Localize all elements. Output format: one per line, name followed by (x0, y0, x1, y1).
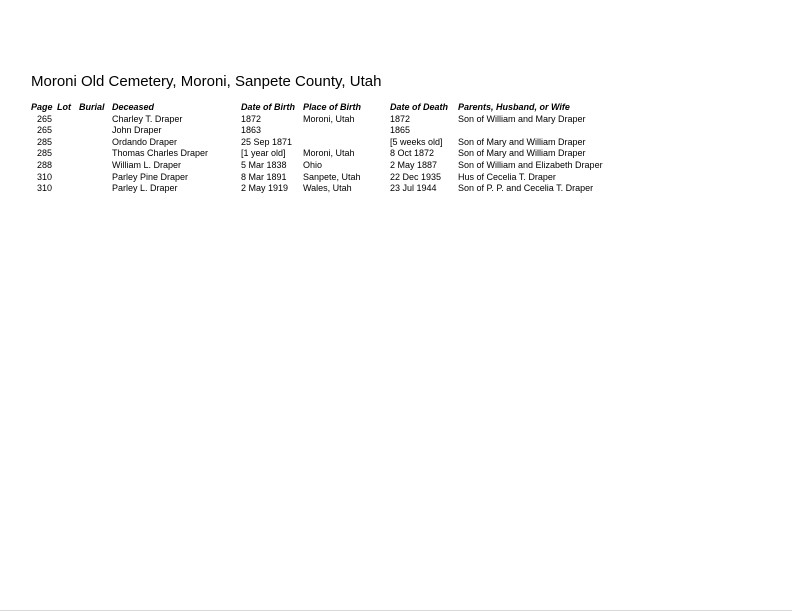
cell-place-of-birth: Moroni, Utah (303, 148, 355, 159)
cell-parents: Son of Mary and William Draper (458, 148, 586, 159)
cell-parents: Son of P. P. and Cecelia T. Draper (458, 183, 594, 194)
table-row (31, 114, 651, 126)
cell-place-of-birth: Ohio (303, 159, 323, 170)
cell-deceased: Thomas Charles Draper (112, 148, 209, 159)
cell-deceased: Parley L. Draper (112, 183, 178, 194)
cell-date-of-birth: 5 Mar 1838 (241, 159, 287, 170)
table-row (31, 160, 651, 172)
cell-date-of-birth: 2 May 1919 (241, 183, 289, 194)
cell-date-of-death: [5 weeks old] (390, 136, 443, 147)
cell-page: 265 (37, 113, 53, 124)
header-burial: Burial (79, 102, 105, 112)
cell-deceased: William L. Draper (112, 159, 182, 170)
cell-date-of-birth: 1863 (241, 125, 262, 136)
cell-date-of-birth: 25 Sep 1871 (241, 136, 293, 147)
cell-date-of-death: 22 Dec 1935 (390, 171, 442, 182)
cell-page: 265 (37, 125, 53, 136)
cell-date-of-birth: [1 year old] (241, 148, 286, 159)
cell-deceased: Parley Pine Draper (112, 171, 189, 182)
table-row (31, 137, 651, 149)
cell-deceased: Ordando Draper (112, 136, 178, 147)
cell-place-of-birth: Sanpete, Utah (303, 171, 361, 182)
cell-parents: Son of William and Mary Draper (458, 113, 586, 124)
header-place-of-birth: Place of Birth (303, 102, 362, 112)
cell-date-of-birth: 1872 (241, 113, 262, 124)
page-bottom-divider (0, 610, 792, 611)
cell-parents: Son of William and Elizabeth Draper (458, 159, 603, 170)
cell-date-of-death: 1872 (390, 113, 411, 124)
cell-page: 288 (37, 159, 53, 170)
header-deceased: Deceased (112, 102, 155, 112)
cell-date-of-birth: 8 Mar 1891 (241, 171, 287, 182)
cell-parents: Son of Mary and William Draper (458, 136, 586, 147)
table-row (31, 183, 651, 195)
cell-page: 310 (37, 183, 53, 194)
table-row (31, 172, 651, 184)
cell-parents: Hus of Cecelia T. Draper (458, 171, 556, 182)
cell-deceased: John Draper (112, 125, 162, 136)
page-title: Moroni Old Cemetery, Moroni, Sanpete County, Utah (31, 73, 382, 90)
cell-date-of-death: 23 Jul 1944 (390, 183, 437, 194)
cell-deceased: Charley T. Draper (112, 113, 183, 124)
header-date-of-birth: Date of Birth (241, 102, 295, 112)
cell-page: 285 (37, 148, 53, 159)
cell-date-of-death: 2 May 1887 (390, 159, 438, 170)
cell-place-of-birth: Wales, Utah (303, 183, 352, 194)
cell-date-of-death: 8 Oct 1872 (390, 148, 435, 159)
table-row (31, 125, 651, 137)
header-page: Page (31, 102, 53, 112)
header-date-of-death: Date of Death (390, 102, 449, 112)
cell-date-of-death: 1865 (390, 125, 411, 136)
records-table (31, 102, 651, 195)
table-row (31, 148, 651, 160)
header-lot: Lot (57, 102, 71, 112)
cell-place-of-birth: Moroni, Utah (303, 113, 355, 124)
cell-page: 285 (37, 136, 53, 147)
header-parents: Parents, Husband, or Wife (458, 102, 570, 112)
cell-page: 310 (37, 171, 53, 182)
table-header (31, 102, 651, 114)
